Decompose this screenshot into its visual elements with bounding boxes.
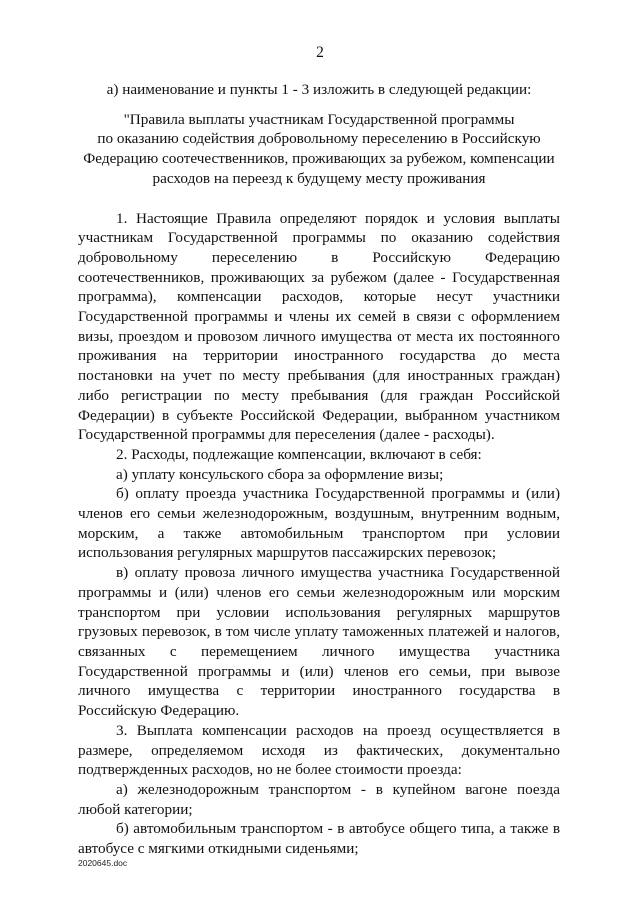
rules-title-line: по оказанию содействия добровольному переселению в Российскую xyxy=(97,130,541,148)
paragraph-clause-3: 3. Выплата компенсации расходов на проезд осуществляется в размере, определяемом исходя из фактических, документально подтвержденных расходов, но не более стоимости проезда: xyxy=(78,721,560,779)
document-body xyxy=(78,80,560,859)
intro-line: а) наименование и пункты 1 - 3 изложить в следующей редакции: xyxy=(106,81,532,98)
rules-title-line: Федерацию соотечественников, проживающих за рубежом, компенсации xyxy=(83,150,555,168)
document-filename: 2020645.doc xyxy=(78,858,128,868)
paragraph-clause-2a: а) уплату консульского сбора за оформление визы; xyxy=(116,465,444,483)
rules-title-line: расходов на переезд к будущему месту проживания xyxy=(152,169,486,187)
paragraph-clause-1: 1. Настоящие Правила определяют порядок и условия выплаты участникам Государственной программы по оказанию содействия добровольному переселению в Российскую Федерацию соотечественников, проживающих за рубежом (далее - Государственная программа), компенсации расходов, которые несут участники Государственной программы и члены их семей в связи с оформлением визы, проездом и провозом личного имущества от места их постоянного проживания на территории иностранного государства до места постановки на учет по месту пребывания (для иностранных граждан) либо регистрации по месту пребывания (для граждан Российской Федерации) в субъекте Российской Федерации, выбранном участником Государственной программы для переселения (далее - расходы). xyxy=(78,209,560,444)
rules-title xyxy=(78,110,560,189)
paragraph-clause-3a: а) железнодорожным транспортом - в купейном вагоне поезда любой категории; xyxy=(78,780,560,818)
page-number: 2 xyxy=(316,44,324,61)
paragraph-clause-2c: в) оплату провоза личного имущества участника Государственной программы и (или) членов его семьи железнодорожным или морским транспортом при условии использования регулярных маршрутов грузовых перевозок, в том числе уплату таможенных платежей и налогов, связанных с перемещением личного имущества участника Государственной программы и (или) членов его семьи, при вывозе личного имущества с территории иностранного государства в Российскую Федерацию. xyxy=(78,564,560,720)
rules-title-line: "Правила выплаты участникам Государственной программы xyxy=(123,110,515,128)
paragraph-clause-2: 2. Расходы, подлежащие компенсации, включают в себя: xyxy=(116,445,482,463)
paragraph-clause-3b: б) автомобильным транспортом - в автобусе общего типа, а также в автобусе с мягкими откидными сиденьями; xyxy=(78,820,560,858)
paragraph-clause-2b: б) оплату проезда участника Государственной программы и (или) членов его семьи железнодорожным, воздушным, внутренним водным, морским, а также автомобильным транспортом при условии использования регулярных маршрутов пассажирских перевозок; xyxy=(78,485,560,562)
